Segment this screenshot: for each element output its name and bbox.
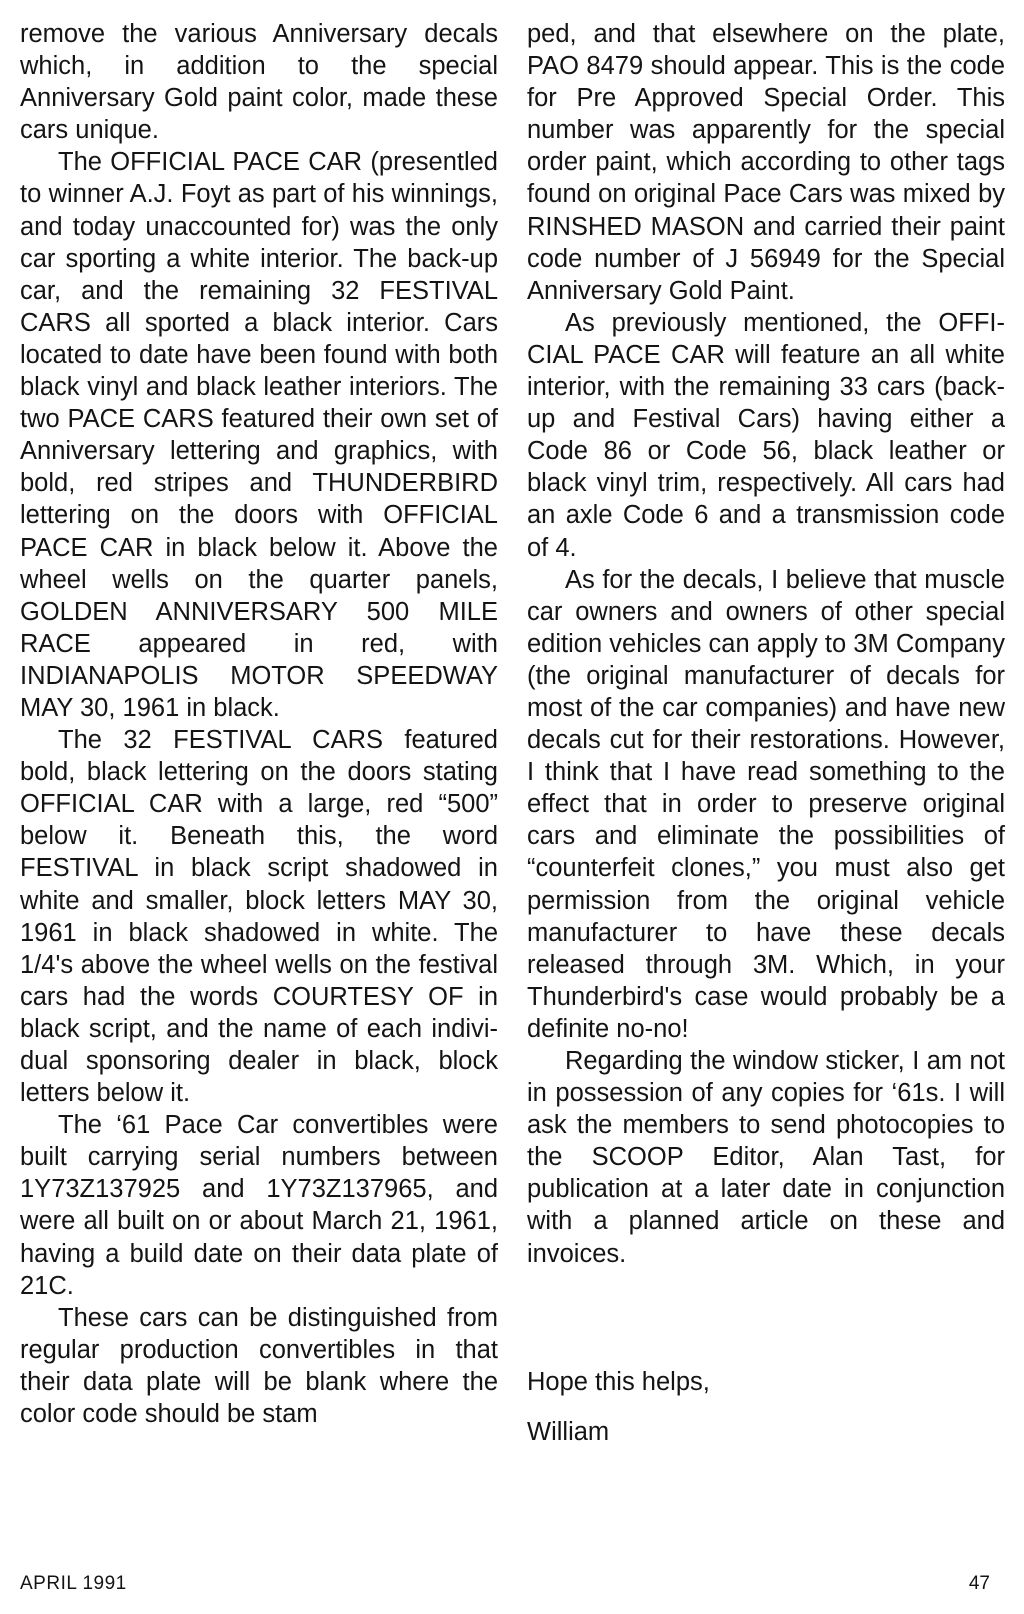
article-paragraph: ped, and that elsewhere on the plate, PAO 8479 should appear. This is the code for Pre Approved Special Order. This number was apparently for the special order paint, which according to other tags found on original Pace Cars was mixed by RINSHED MASON and carried their paint code number of J 56949 for the Special Anniversary Gold Paint. [527,20,1005,305]
article-column-right [527,18,1005,1270]
article-paragraph: These cars can be distinguished from regular production convertibles in that their data plate will be blank where the color code should be stam [20,1303,498,1429]
article-column-left [20,18,498,1430]
article-paragraph: As previously mentioned, the OFFICIAL PACE CAR will feature an all white interior, with the remaining 33 cars (back-up and Festival Cars) having either a Code 86 or Code 56, black leather or black vinyl trim, respectively. All cars had an axle Code 6 and a transmission code of 4. [527,308,1005,562]
article-paragraph: The OFFICIAL PACE CAR (presentled to winner A.J. Foyt as part of his winnings, and today unaccounted for) was the only car sporting a white interior. The back-up car, and the remaining 32 FESTIVAL CARS all sported a black interior. Cars located to date have been found with both black vinyl and black leather interiors. The two PACE CARS featured their own set of Anniversary lettering and graphics, with bold, red stripes and THUNDERBIRD lettering on the doors with OFFICIAL PACE CAR in black below it. Above the wheel wells on the quarter panels, GOLDEN ANNIVERSARY 500 MILE RACE appeared in red, with INDIANAPOLIS MOTOR SPEEDWAY MAY 30, 1961 in black. [20,148,498,722]
article-paragraph: The 32 FESTIVAL CARS featured bold, black lettering on the doors stating OFFICIAL CAR with a large, red “500” below it. Beneath this, the word FESTIVAL in black script shadowed in white and smaller, block letters MAY 30, 1961 in black shadowed in white. The 1/4's above the wheel wells on the festival cars had the words COURTESY OF in black script, and the name of each individual sponsoring dealer in black, block letters below it. [20,726,498,1108]
article-paragraph: The ‘61 Pace Car convertibles were built carrying serial numbers between 1Y73Z137925 and 1Y73Z137965, and were all built on or about March 21, 1961, having a build date on their data plate of 21C. [20,1111,498,1300]
article-paragraph: As for the decals, I believe that muscle car owners and owners of other special edition vehicles can apply to 3M Company (the original manufacturer of decals for most of the car companies) and have new decals cut for their restorations. However, I think that I have read something to the effect that in order to preserve original cars and eliminate the possibilities of “counterfeit clones,” you must also get permission from the original vehicle manufacturer to have these decals released through 3M. Which, in your Thunderbird's case would probably be a definite no-no! [527,565,1005,1043]
letter-signature: William [527,1418,610,1446]
letter-closing: Hope this helps, [527,1368,710,1396]
footer-issue-date: APRIL 1991 [20,1573,127,1594]
article-paragraph: remove the various Anniversary decals which, in addition to the special Anniversary Gold paint color, made these cars unique. [20,20,498,145]
footer-page-number: 47 [968,1573,990,1594]
article-paragraph: Regarding the window sticker, I am not in possession of any copies for ‘61s. I will ask the members to send photocopies to the SCOOP Editor, Alan Tast, for publication at a later date in conjunction with a planned article on these and invoices. [527,1047,1005,1268]
